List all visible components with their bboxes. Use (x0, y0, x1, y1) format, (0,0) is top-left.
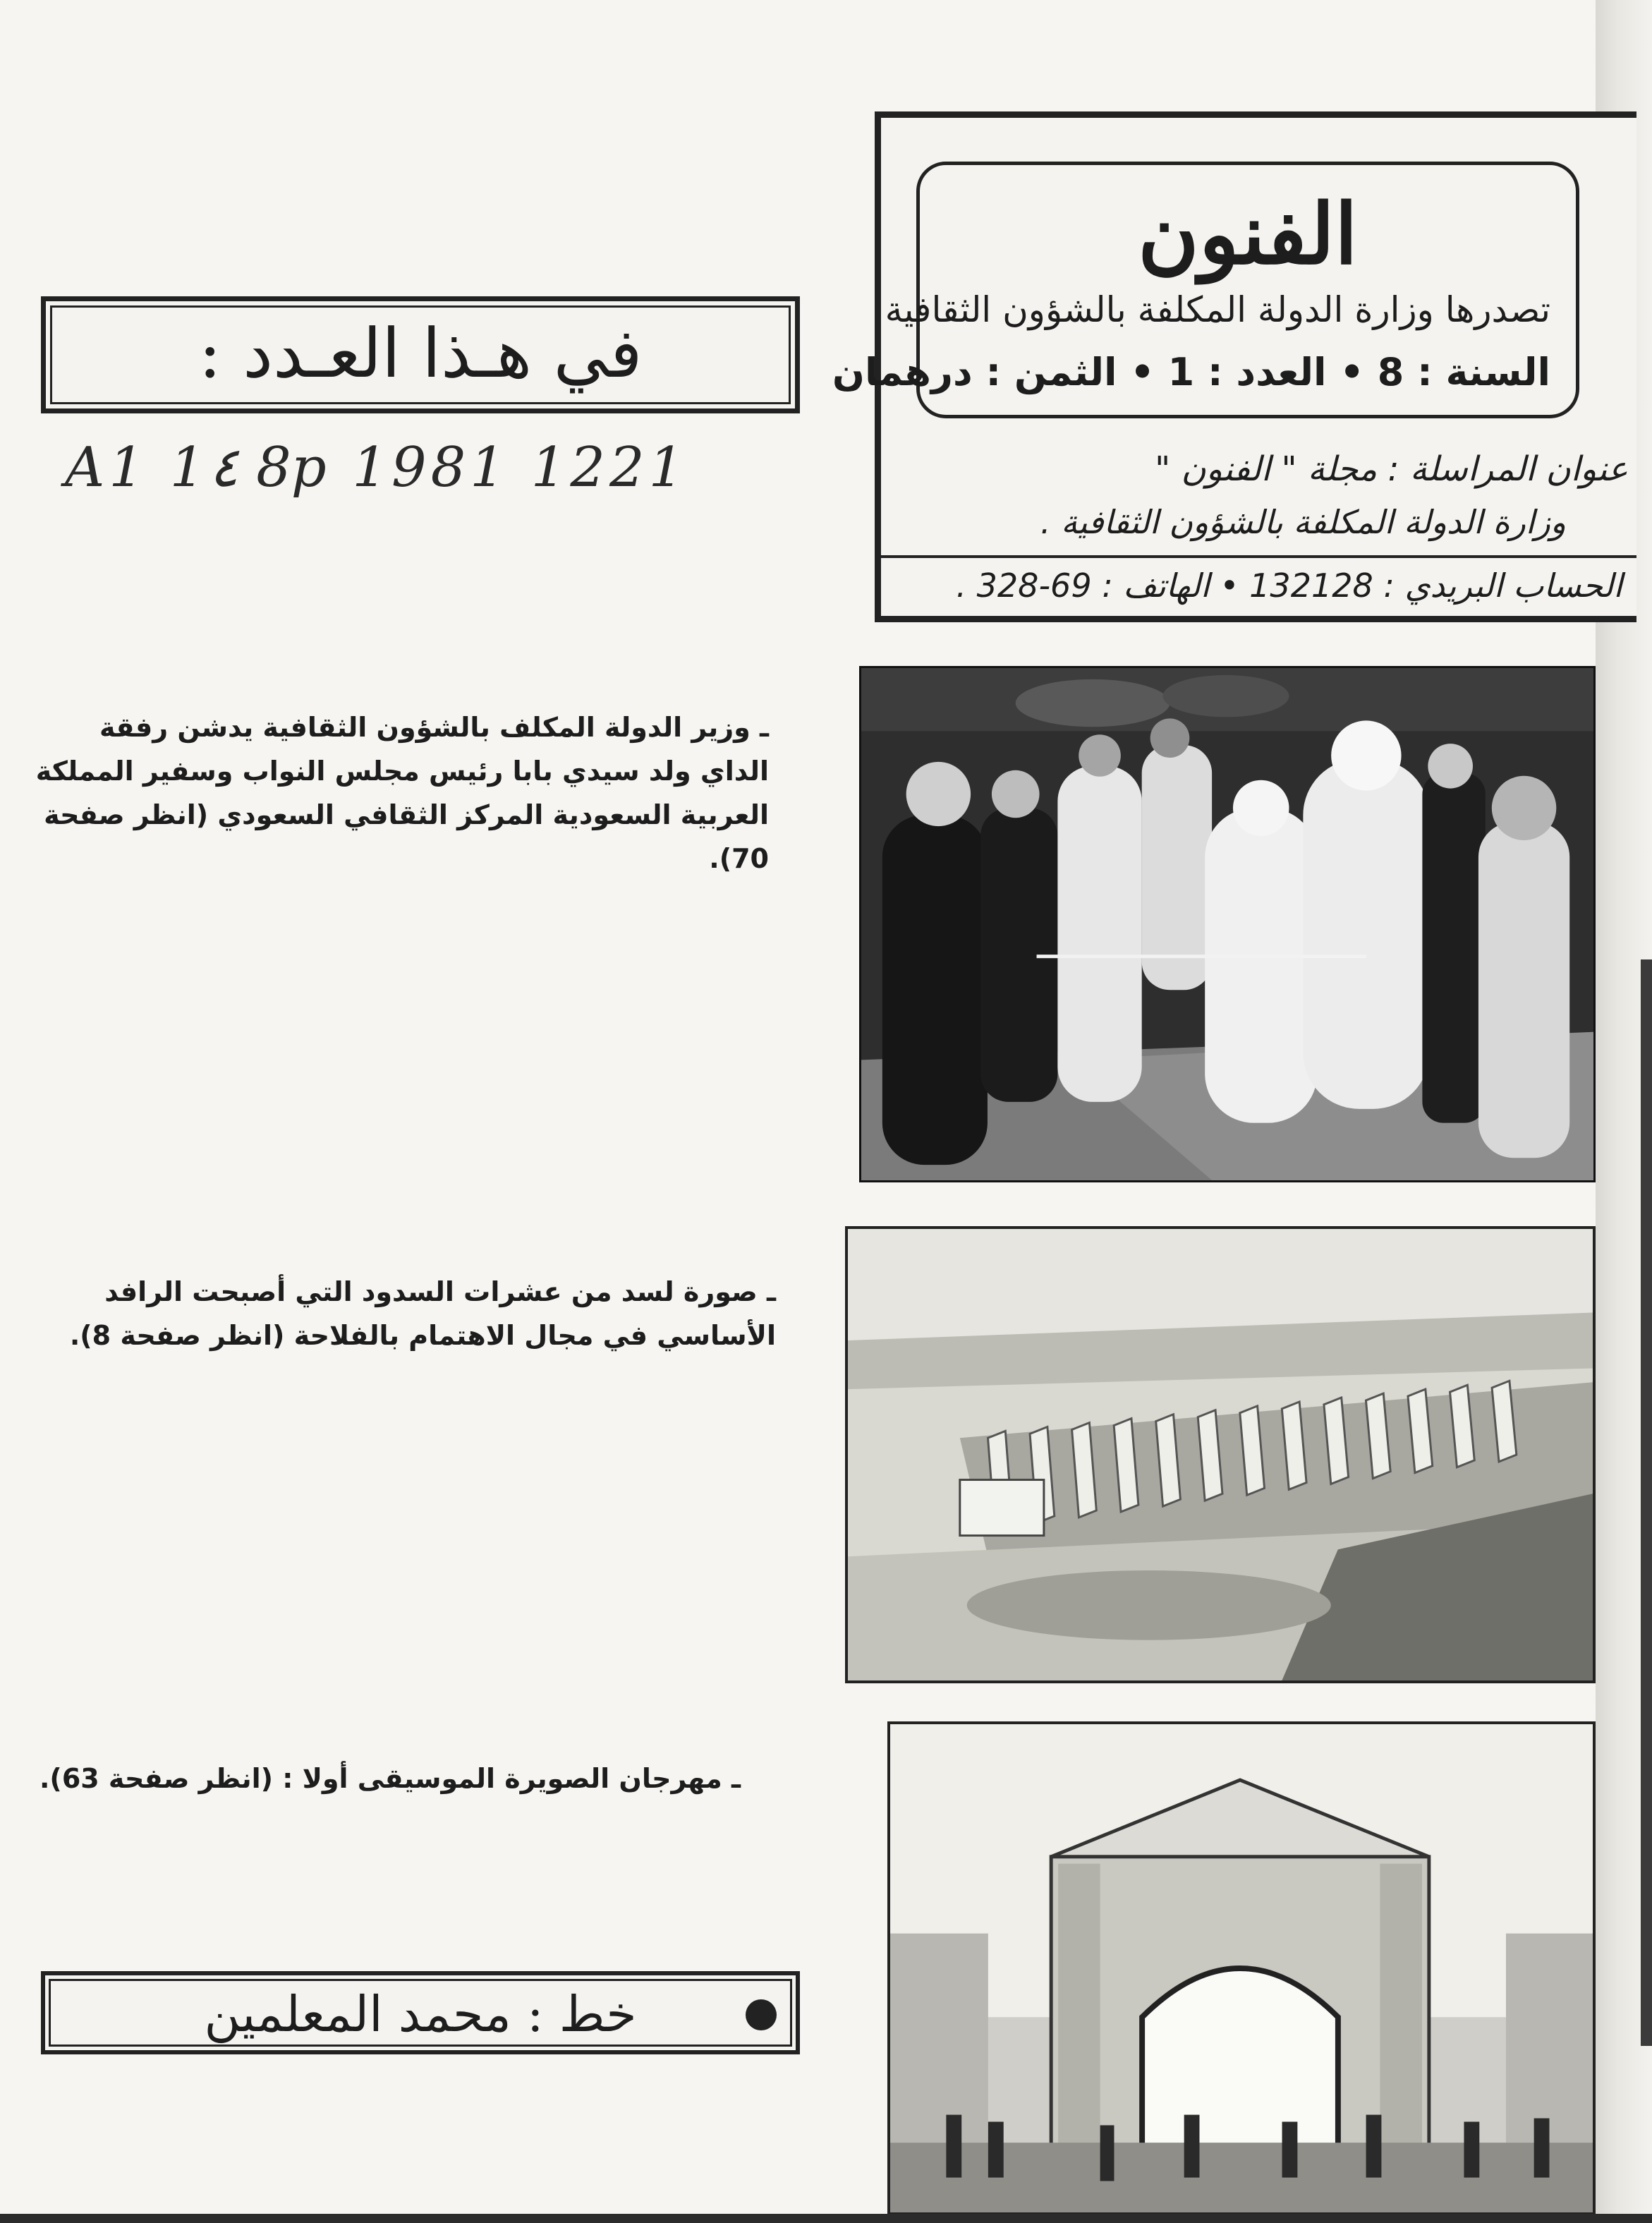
divider-line (881, 555, 1636, 558)
issue-info-line: السنة : 8 • العدد : 1 • الثمن : درهمان (832, 350, 1550, 394)
masthead-box (832, 111, 1636, 622)
page-spine-shadow (1641, 959, 1652, 2046)
bullet-icon (746, 1999, 777, 2030)
handwritten-reference: A1 1٤ 8p 1981 1221 (65, 436, 688, 499)
photo-essaouira-gate (887, 1721, 1596, 2215)
photo-ribbon-ceremony (859, 666, 1596, 1182)
publisher-line: تصدرها وزارة الدولة المكلفة بالشؤون الثقافية (885, 289, 1550, 330)
caption-dam: ـ صورة لسد من عشرات السدود التي أصبحت الرافد الأساسي في مجال الاهتمام بالفلاحة (انظر صفحة 8). (69, 1276, 776, 1351)
photo-dam (845, 1226, 1596, 1683)
correspondence-address-body: وزارة الدولة المكلفة بالشؤون الثقافية . (1040, 503, 1566, 541)
masthead-title-frame (832, 162, 1579, 418)
correspondence-address-title: عنوان المراسلة : مجلة " الفنون " (1155, 449, 1628, 489)
in-this-issue-heading: في هـذا العـدد : (198, 314, 643, 393)
calligraphy-credit-box (41, 1971, 800, 2054)
page-bottom-edge (0, 2214, 1652, 2223)
caption-essaouira-festival: ـ مهرجان الصويرة الموسيقى أولا : (انظر صفحة 63). (40, 1763, 741, 1794)
calligraphy-credit: خط : محمد المعلمين (204, 1985, 637, 2043)
in-this-issue-box (41, 296, 800, 413)
caption-cultural-center: ـ وزير الدولة المكلف بالشؤون الثقافية يدشن رفقة الداي ولد سيدي بابا رئيس مجلس النواب وسفير المملكة العربية السعودية المركز الثقافي السعودي (انظر صفحة 70). (35, 712, 769, 874)
postal-account-phone-line: الحساب البريدي : 132128 • الهاتف : 69-328 . (956, 567, 1622, 605)
magazine-title: الفنون (1138, 185, 1358, 283)
